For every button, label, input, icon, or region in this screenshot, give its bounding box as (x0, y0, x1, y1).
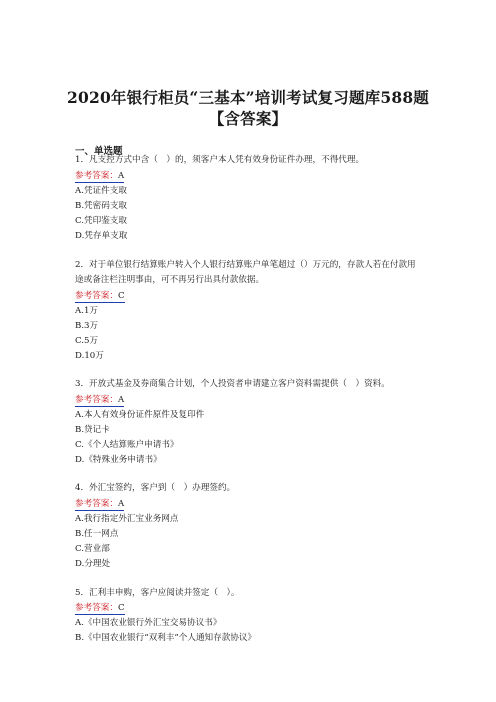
option: B.3万 (75, 321, 99, 331)
answer-letter: A (117, 395, 125, 405)
option: D.10万 (75, 351, 104, 361)
answer-letter: A (117, 171, 125, 181)
option: C.凭印鉴支取 (75, 216, 127, 226)
answer-label: 参考答案： (75, 395, 118, 405)
question-stem: 3．开放式基金及券商集合计划，个人投资者申请建立客户资料需提供（ ）资料。 (75, 379, 390, 389)
question-stem: 1．凡支控方式中含（ ）的，须客户本人凭有效身份证件办理，不得代理。 (75, 155, 365, 165)
option: A.凭证件支取 (75, 186, 127, 196)
answer-key (75, 603, 125, 615)
option: C.《个人结算账户申请书》 (75, 440, 179, 450)
option: D.《特殊业务申请书》 (75, 455, 162, 465)
option: A.我行指定外汇宝业务网点 (75, 514, 179, 524)
question-stem: 4．外汇宝签约，客户到（ ）办理签约。 (75, 483, 236, 493)
answer-key (75, 171, 124, 183)
option: A.1万 (75, 306, 98, 316)
answer-letter: C (117, 603, 125, 613)
document-subtitle: 【含答案】 (208, 109, 288, 128)
answer-label: 参考答案： (75, 291, 118, 301)
question-stem: 途或备注栏注明事由，可不再另行出具付款依据。 (75, 275, 265, 285)
option: B.任一网点 (75, 529, 119, 539)
option: B.《中国农业银行“双利丰”个人通知存款协议》 (75, 633, 257, 643)
question-stem: 5．汇利丰申购，客户应阅读并签定（ ）。 (75, 588, 240, 598)
answer-letter: A (117, 499, 125, 509)
document-title: 2020年银行柜员“三基本”培训考试复习题库588题 (66, 88, 430, 107)
answer-key (75, 395, 124, 407)
answer-label: 参考答案： (75, 499, 118, 509)
answer-label: 参考答案： (75, 171, 118, 181)
option: A.本人有效身份证件原件及复印件 (75, 410, 205, 420)
option: C.营业部 (75, 544, 110, 554)
answer-key (75, 291, 125, 303)
section-heading: 一、单选题 (75, 146, 123, 157)
answer-letter: C (117, 291, 125, 301)
option: A.《中国农业银行外汇宝交易协议书》 (75, 618, 222, 628)
option: B.凭密码支取 (75, 201, 128, 211)
option: B.贷记卡 (75, 425, 110, 435)
option: D.分理处 (75, 559, 111, 569)
option: C.5万 (75, 336, 99, 346)
question-stem: 2．对于单位银行结算账户转入个人银行结算账户单笔超过（）万元的，存款人若在付款用 (75, 260, 416, 270)
answer-label: 参考答案： (75, 603, 118, 613)
answer-key (75, 499, 124, 511)
option: D.凭存单支取 (75, 231, 128, 241)
